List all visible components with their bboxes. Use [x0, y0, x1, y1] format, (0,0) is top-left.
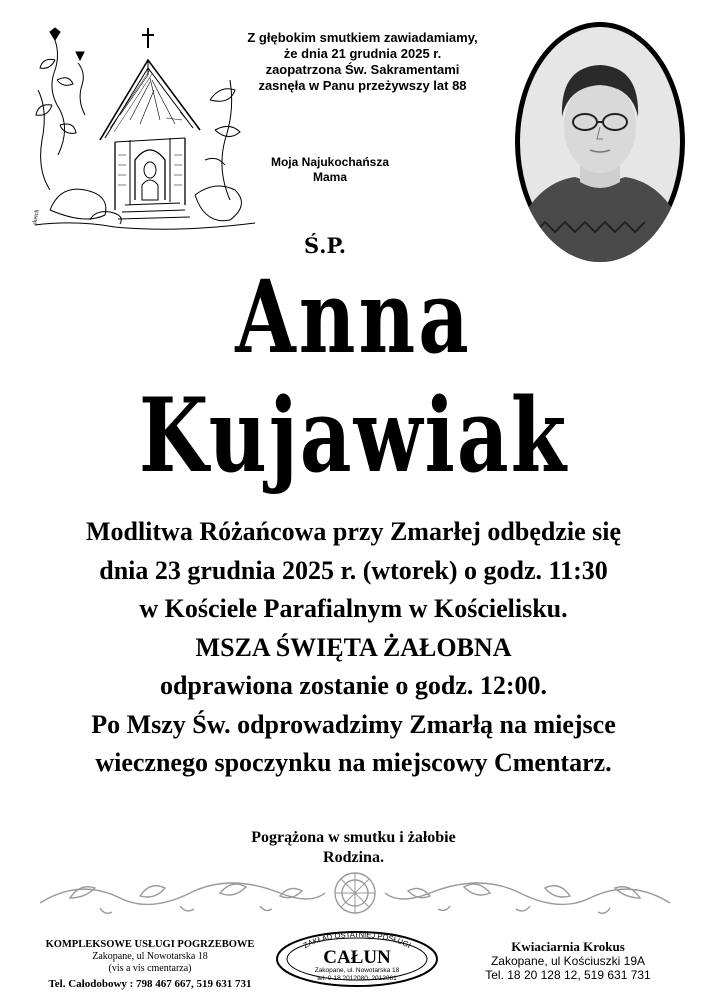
florist-phone: Tel. 18 20 128 12, 519 631 731: [485, 968, 651, 982]
dedication-line: Mama: [312, 170, 347, 184]
calun-logo: [274, 927, 440, 987]
funeral-services-address: Zakopane, ul Nowotarska 18: [92, 951, 208, 962]
sp-prefix: Ś.P.: [304, 233, 347, 258]
announcement: [20, 513, 687, 783]
closing-signature: [150, 828, 557, 868]
florist-info: [448, 940, 688, 982]
announcement-line: wiecznego spoczynku na miejscowy Cmentarz.: [95, 748, 612, 777]
announcement-line: w Kościele Parafialnym w Kościelisku.: [139, 594, 568, 623]
announcement-line: MSZA ŚWIĘTA ŻAŁOBNA: [195, 632, 512, 662]
intro-line: Z głębokim smutkiem zawiadamiamy,: [247, 30, 478, 45]
deceased-last-name: Kujawiak: [138, 375, 569, 496]
florist-address: Zakopane, ul Kościuszki 19A: [490, 954, 646, 968]
funeral-services-title: KOMPLEKSOWE USŁUGI POGRZEBOWE: [45, 939, 255, 950]
announcement-line: Po Mszy Św. odprowadzimy Zmarłą na miejsce: [91, 709, 616, 739]
dedication-line: Moja Najukochańsza: [270, 155, 390, 169]
closing-line: Rodzina.: [323, 849, 384, 866]
announcement-line: odprawiona zostanie o godz. 12:00.: [159, 671, 548, 700]
svg-text:sketch: sketch: [32, 209, 41, 226]
florist-title: Kwiaciarnia Krokus: [511, 939, 625, 954]
logo-address: Zakopane, ul. Nowotarska 18: [314, 967, 400, 974]
deceased-first-name: Anna: [235, 260, 472, 377]
closing-line: Pogrążona w smutku i żałobie: [251, 829, 456, 846]
logo-arc-text: ZAKŁAD OSTATNIEJ POSŁUGI: [301, 929, 413, 951]
floral-divider-ornament-icon: [30, 868, 680, 923]
funeral-services-note: (vis a vis cmentarza): [108, 963, 192, 974]
portrait-photo: [515, 22, 685, 262]
dedication: [220, 155, 440, 185]
announcement-line: dnia 23 grudnia 2025 r. (wtorek) o godz. 11:30: [99, 555, 608, 585]
logo-phone: tel. 0-18 2012080, 2012081: [317, 975, 397, 982]
funeral-services-info: [15, 939, 285, 990]
intro-line: zasnęła w Panu przeżywszy lat 88: [258, 78, 467, 93]
funeral-services-phone: Tel. Całodobowy : 798 467 667, 519 631 731: [48, 978, 252, 990]
intro-notice: [200, 30, 525, 94]
intro-line: zaopatrzona Św. Sakramentami: [265, 62, 460, 77]
announcement-line: Modlitwa Różańcowa przy Zmarłej odbędzie się: [85, 517, 622, 546]
intro-line: że dnia 21 grudnia 2025 r.: [283, 46, 442, 61]
logo-name: CAŁUN: [323, 947, 391, 968]
